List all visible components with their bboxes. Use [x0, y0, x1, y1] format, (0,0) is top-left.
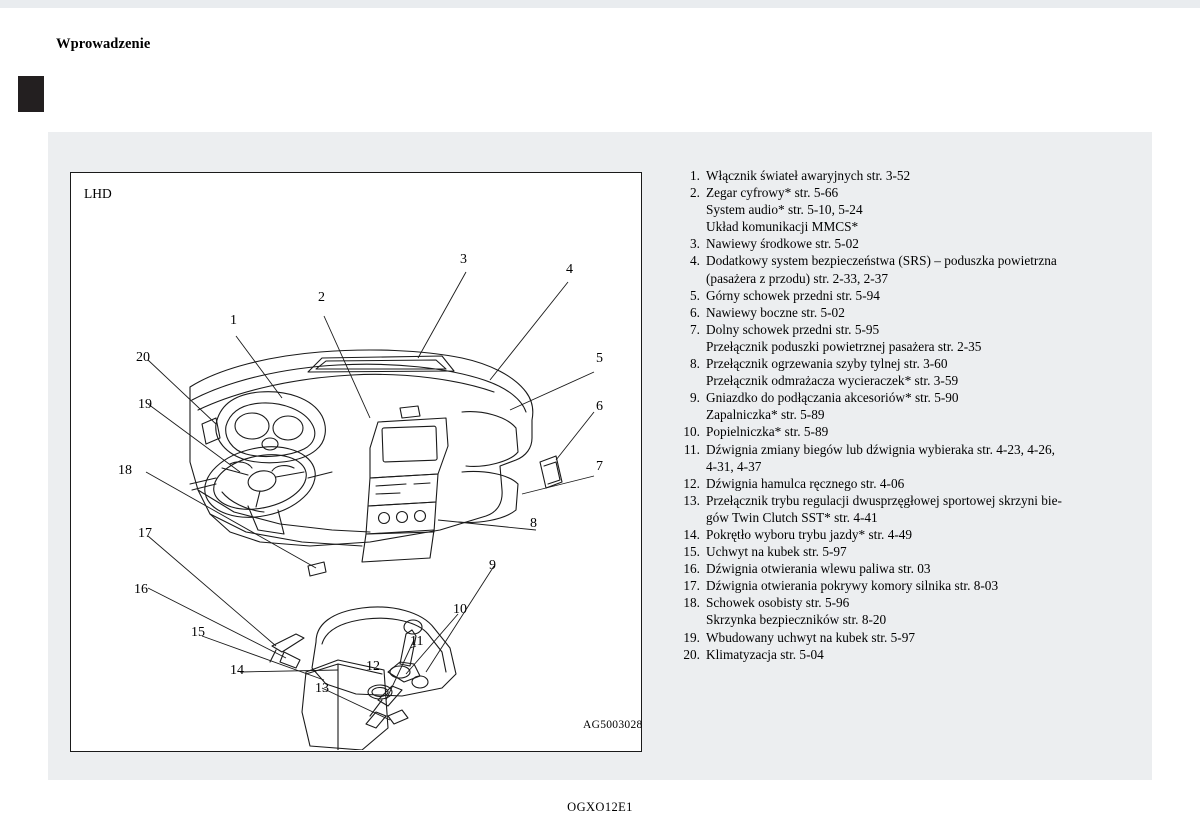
legend-text-extra: Przełącznik odmrażacza wycieraczek* str. 3-59	[706, 373, 959, 389]
legend-number: 13.	[683, 492, 700, 508]
list-item	[680, 321, 1150, 355]
callout-14: 14	[230, 663, 244, 678]
top-left-band	[0, 0, 712, 8]
list-item	[680, 287, 1150, 304]
legend-text: Pokrętło wyboru trybu jazdy* str. 4-49	[706, 526, 913, 542]
list-item	[680, 235, 1150, 252]
dashboard-illustration	[70, 172, 640, 750]
legend-text: Włącznik świateł awaryjnych str. 3-52	[706, 168, 911, 183]
legend-number: 7.	[690, 321, 700, 337]
legend-text: Przełącznik trybu regulacji dwusprzęgłowej sportowej skrzyni bie-	[706, 492, 1062, 508]
callout-15: 15	[191, 625, 205, 640]
callout-6: 6	[596, 399, 603, 414]
legend-number: 6.	[690, 304, 700, 320]
callout-12: 12	[366, 659, 380, 674]
legend-text-extra: Skrzynka bezpieczników str. 8-20	[706, 612, 887, 628]
legend-number: 14.	[683, 526, 700, 542]
legend-text-extra: 4-31, 4-37	[706, 458, 762, 474]
legend-number: 5.	[690, 287, 700, 303]
list-item	[680, 389, 1150, 423]
callout-2: 2	[318, 290, 325, 305]
legend-number: 4.	[690, 253, 700, 269]
legend-text: Dodatkowy system bezpieczeństwa (SRS) – poduszka powietrzna	[706, 253, 1057, 269]
list-item	[680, 560, 1150, 577]
legend-text: Dźwignia otwierania pokrywy komory silnika str. 8-03	[706, 578, 999, 594]
list-item	[680, 252, 1150, 286]
legend-list	[680, 167, 1150, 663]
callout-5: 5	[596, 351, 603, 366]
legend-text: Dźwignia hamulca ręcznego str. 4-06	[706, 475, 905, 491]
callout-17: 17	[138, 526, 152, 541]
legend-text: Dźwignia otwierania wlewu paliwa str. 03	[706, 561, 931, 577]
legend-text: Dźwignia zmiany biegów lub dźwignia wybieraka str. 4-23, 4-26,	[706, 441, 1055, 457]
figure-code: AG5003028	[583, 719, 643, 731]
legend-text-extra: System audio* str. 5-10, 5-24	[706, 202, 863, 218]
callout-4: 4	[566, 262, 573, 277]
figure-lhd-label: LHD	[84, 186, 112, 201]
legend-number: 2.	[690, 185, 700, 201]
legend-text: Dolny schowek przedni str. 5-95	[706, 321, 880, 337]
list-item	[680, 423, 1150, 440]
legend-number: 3.	[690, 236, 700, 252]
callout-7: 7	[596, 459, 603, 474]
callout-8: 8	[530, 516, 537, 531]
callout-9: 9	[489, 558, 496, 573]
chapter-edge-tab	[18, 76, 44, 112]
callout-19: 19	[138, 397, 152, 412]
legend-number: 18.	[683, 595, 700, 611]
callout-16: 16	[134, 582, 148, 597]
list-item	[680, 441, 1150, 475]
top-right-band	[712, 0, 1200, 8]
legend-number: 10.	[683, 424, 700, 440]
callout-20: 20	[136, 350, 150, 365]
legend-text: Gniazdko do podłączania akcesoriów* str. 5-90	[706, 390, 959, 406]
callout-11: 11	[410, 634, 424, 649]
list-item	[680, 526, 1150, 543]
callout-18: 18	[118, 463, 132, 478]
legend-text: Górny schowek przedni str. 5-94	[706, 287, 880, 303]
list-item	[680, 355, 1150, 389]
list-item	[680, 184, 1150, 235]
callout-13: 13	[315, 681, 329, 696]
legend-number: 1.	[690, 168, 700, 183]
callout-10: 10	[453, 602, 467, 617]
legend-text: Uchwyt na kubek str. 5-97	[706, 544, 847, 560]
list-item	[680, 304, 1150, 321]
legend-text: Wbudowany uchwyt na kubek str. 5-97	[706, 629, 916, 645]
legend-text: Nawiewy środkowe str. 5-02	[706, 236, 859, 252]
list-item	[680, 167, 1150, 184]
page-title: Wprowadzenie	[56, 36, 151, 52]
list-item	[680, 475, 1150, 492]
legend-number: 16.	[683, 561, 700, 577]
legend-number: 20.	[683, 646, 700, 662]
callout-3: 3	[460, 252, 467, 267]
legend-text: Nawiewy boczne str. 5-02	[706, 304, 845, 320]
list-item	[680, 646, 1150, 663]
legend-number: 17.	[683, 578, 700, 594]
list-item	[680, 492, 1150, 526]
callout-1: 1	[230, 313, 237, 328]
legend-text-extra: Zapalniczka* str. 5-89	[706, 407, 825, 423]
list-item	[680, 543, 1150, 560]
legend-text-extra: Przełącznik poduszki powietrznej pasażera str. 2-35	[706, 338, 982, 354]
legend-text: Zegar cyfrowy* str. 5-66	[706, 185, 839, 201]
list-item	[680, 629, 1150, 646]
legend-text: Klimatyzacja str. 5-04	[706, 646, 824, 662]
legend-number: 9.	[690, 390, 700, 406]
legend-text-extra: gów Twin Clutch SST* str. 4-41	[706, 509, 878, 525]
legend-text-extra: Układ komunikacji MMCS*	[706, 219, 859, 235]
legend-number: 12.	[683, 475, 700, 491]
legend-number: 11.	[683, 441, 700, 457]
list-item	[680, 594, 1150, 628]
legend-number: 19.	[683, 629, 700, 645]
list-item	[680, 577, 1150, 594]
legend-number: 8.	[690, 356, 700, 372]
legend-text: Schowek osobisty str. 5-96	[706, 595, 850, 611]
legend-text-extra: (pasażera z przodu) str. 2-33, 2-37	[706, 270, 889, 286]
legend-number: 15.	[683, 544, 700, 560]
document-footer-code: OGXO12E1	[567, 800, 633, 814]
legend-text: Przełącznik ogrzewania szyby tylnej str. 3-60	[706, 356, 948, 372]
legend-text: Popielniczka* str. 5-89	[706, 424, 829, 440]
